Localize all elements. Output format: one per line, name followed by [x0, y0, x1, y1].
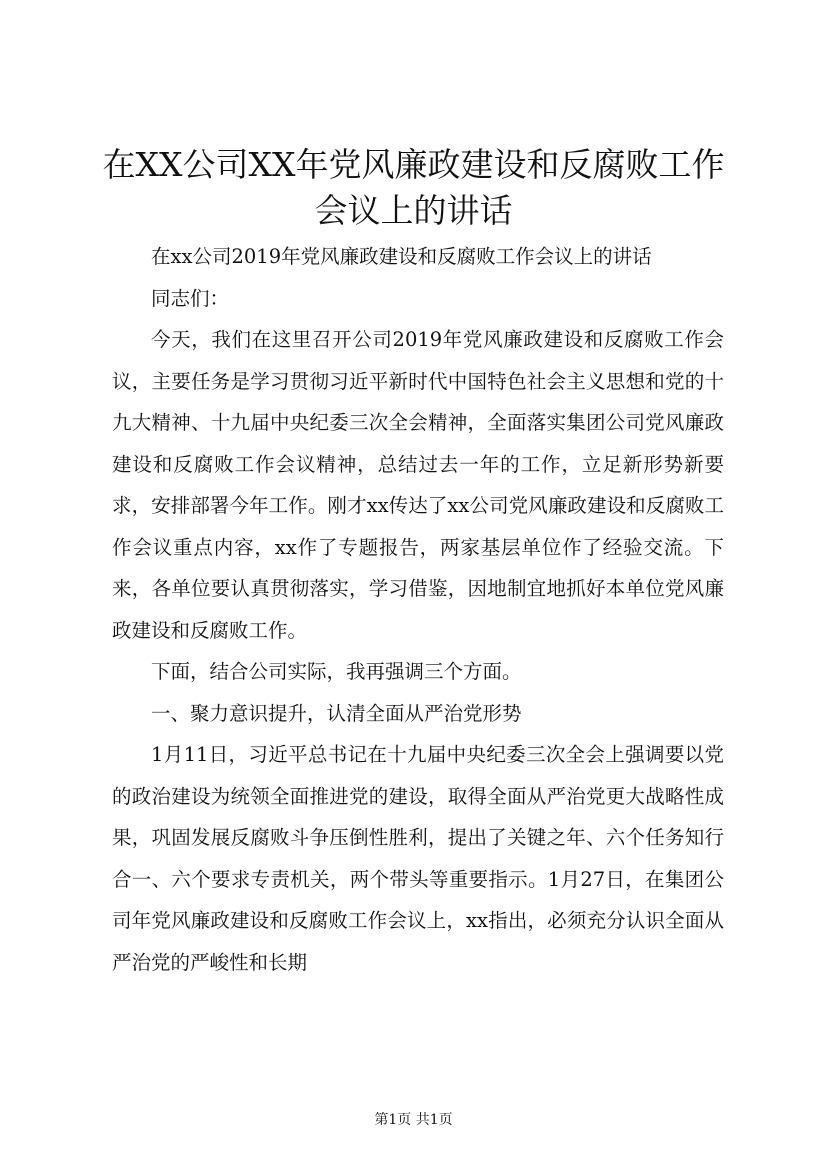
paragraph-opening: 今天，我们在这里召开公司2019年党风廉政建设和反腐败工作会议，主要任务是学习贯彻习近平新时代中国特色社会主义思想和党的十九大精神、十九届中央纪委三次全会精神，全面落实集团公司党风廉政建设和反腐败工作会议精神，总结过去一年的工作，立足新形势新要求，安排部署今年工作。刚才xx传达了xx公司党风廉政建设和反腐败工作会议重点内容，xx作了专题报告，两家基层单位作了经验交流。下来，各单位要认真贯彻落实，学习借鉴，因地制宜地抓好本单位党风廉政建设和反腐败工作。 — [112, 328, 724, 642]
paragraph-section-1: 1月11日，习近平总书记在十九届中央纪委三次全会上强调要以党的政治建设为统领全面推进党的建设，取得全面从严治党更大战略性成果，巩固发展反腐败斗争压倒性胜利，提出了关键之年、六个任务知行合一、六个要求专责机关，两个带头等重要指示。1月27日，在集团公司年党风廉政建设和反腐败工作会议上，xx指出，必须充分认识全面从严治党的严峻性和长期 — [112, 743, 724, 974]
page-footer: 第1页 共1页 — [374, 1112, 453, 1128]
section-heading-1: 一、聚力意识提升，认清全面从严治党形势 — [151, 701, 522, 725]
document-title: 在XX公司XX年党风廉政建设和反腐败工作会议上的讲话 — [102, 145, 725, 230]
paragraph-salutation: 同志们： — [151, 286, 230, 310]
paragraph-transition: 下面，结合公司实际，我再强调三个方面。 — [151, 660, 522, 683]
paragraph-subtitle: 在xx公司2019年党风廉政建设和反腐败工作会议上的讲话 — [151, 245, 652, 268]
document-body — [112, 236, 724, 983]
